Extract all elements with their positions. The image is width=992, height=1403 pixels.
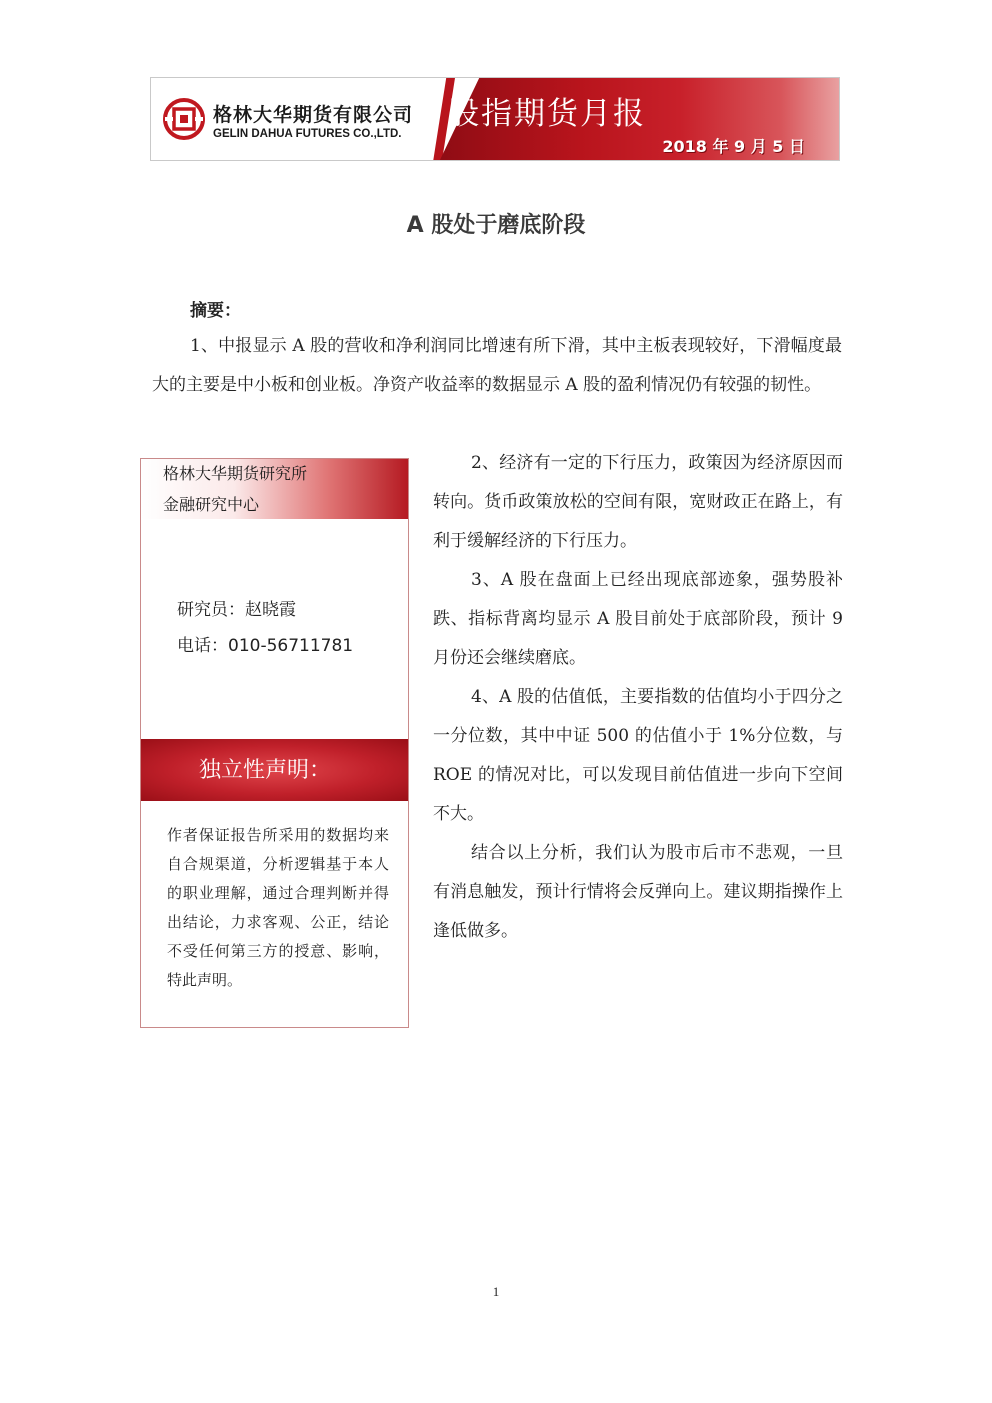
declaration-title: 独立性声明： [199, 758, 332, 783]
document-title: A 股处于磨底阶段 [406, 213, 586, 238]
researcher-info-box [140, 458, 409, 1028]
researcher-name: 研究员：赵晓霞 [177, 600, 296, 620]
page-number: 1 [492, 1284, 500, 1299]
declaration-body: 作者保证报告所采用的数据均来自合规渠道，分析逻辑基于本人的职业理解，通过合理判断并得出结论，力求客观、公正，结论不受任何第三方的授意、影响，特此声明。 [167, 826, 389, 989]
summary-paragraph-2: 2、经济有一定的下行压力，政策因为经济原因而转向。货币政策放松的空间有限，宽财政正在路上，有利于缓解经济的下行压力。 [433, 453, 843, 551]
summary-label: 摘要： [190, 301, 241, 321]
company-name-en: GELIN DAHUA FUTURES CO.,LTD. [213, 128, 402, 140]
report-header-banner [150, 77, 840, 161]
summary-paragraph-3: 3、A 股在盘面上已经出现底部迹象，强势股补跌、指标背离均显示 A 股目前处于底部阶段，预计 9 月份还会继续磨底。 [433, 570, 843, 668]
org-name-line1: 格林大华期货研究所 [163, 464, 308, 483]
gelin-dahua-logo-icon [163, 98, 205, 140]
report-type-title: 股指期货月报 [448, 96, 646, 132]
org-name-line2: 金融研究中心 [163, 495, 260, 514]
summary-paragraph-4: 4、A 股的估值低，主要指数的估值均小于四分之一分位数，其中中证 500 的估值小于 1%分位数，与 ROE 的情况对比，可以发现目前估值进一步向下空间不大。 [433, 687, 843, 824]
company-name-cn: 格林大华期货有限公司 [213, 104, 414, 126]
sidebox-header [141, 459, 408, 519]
researcher-phone: 电话：010-56711781 [177, 636, 354, 656]
report-date: 2018 年 9 月 5 日 [662, 137, 805, 156]
summary-paragraph-1: 1、中报显示 A 股的营收和净利润同比增速有所下滑，其中主板表现较好，下滑幅度最大的主要是中小板和创业板。净资产收益率的数据显示 A 股的盈利情况仍有较强的韧性。 [152, 336, 842, 395]
summary-conclusion: 结合以上分析，我们认为股市后市不悲观，一旦有消息触发，预计行情将会反弹向上。建议期指操作上逢低做多。 [433, 843, 843, 941]
declaration-header [141, 739, 408, 801]
